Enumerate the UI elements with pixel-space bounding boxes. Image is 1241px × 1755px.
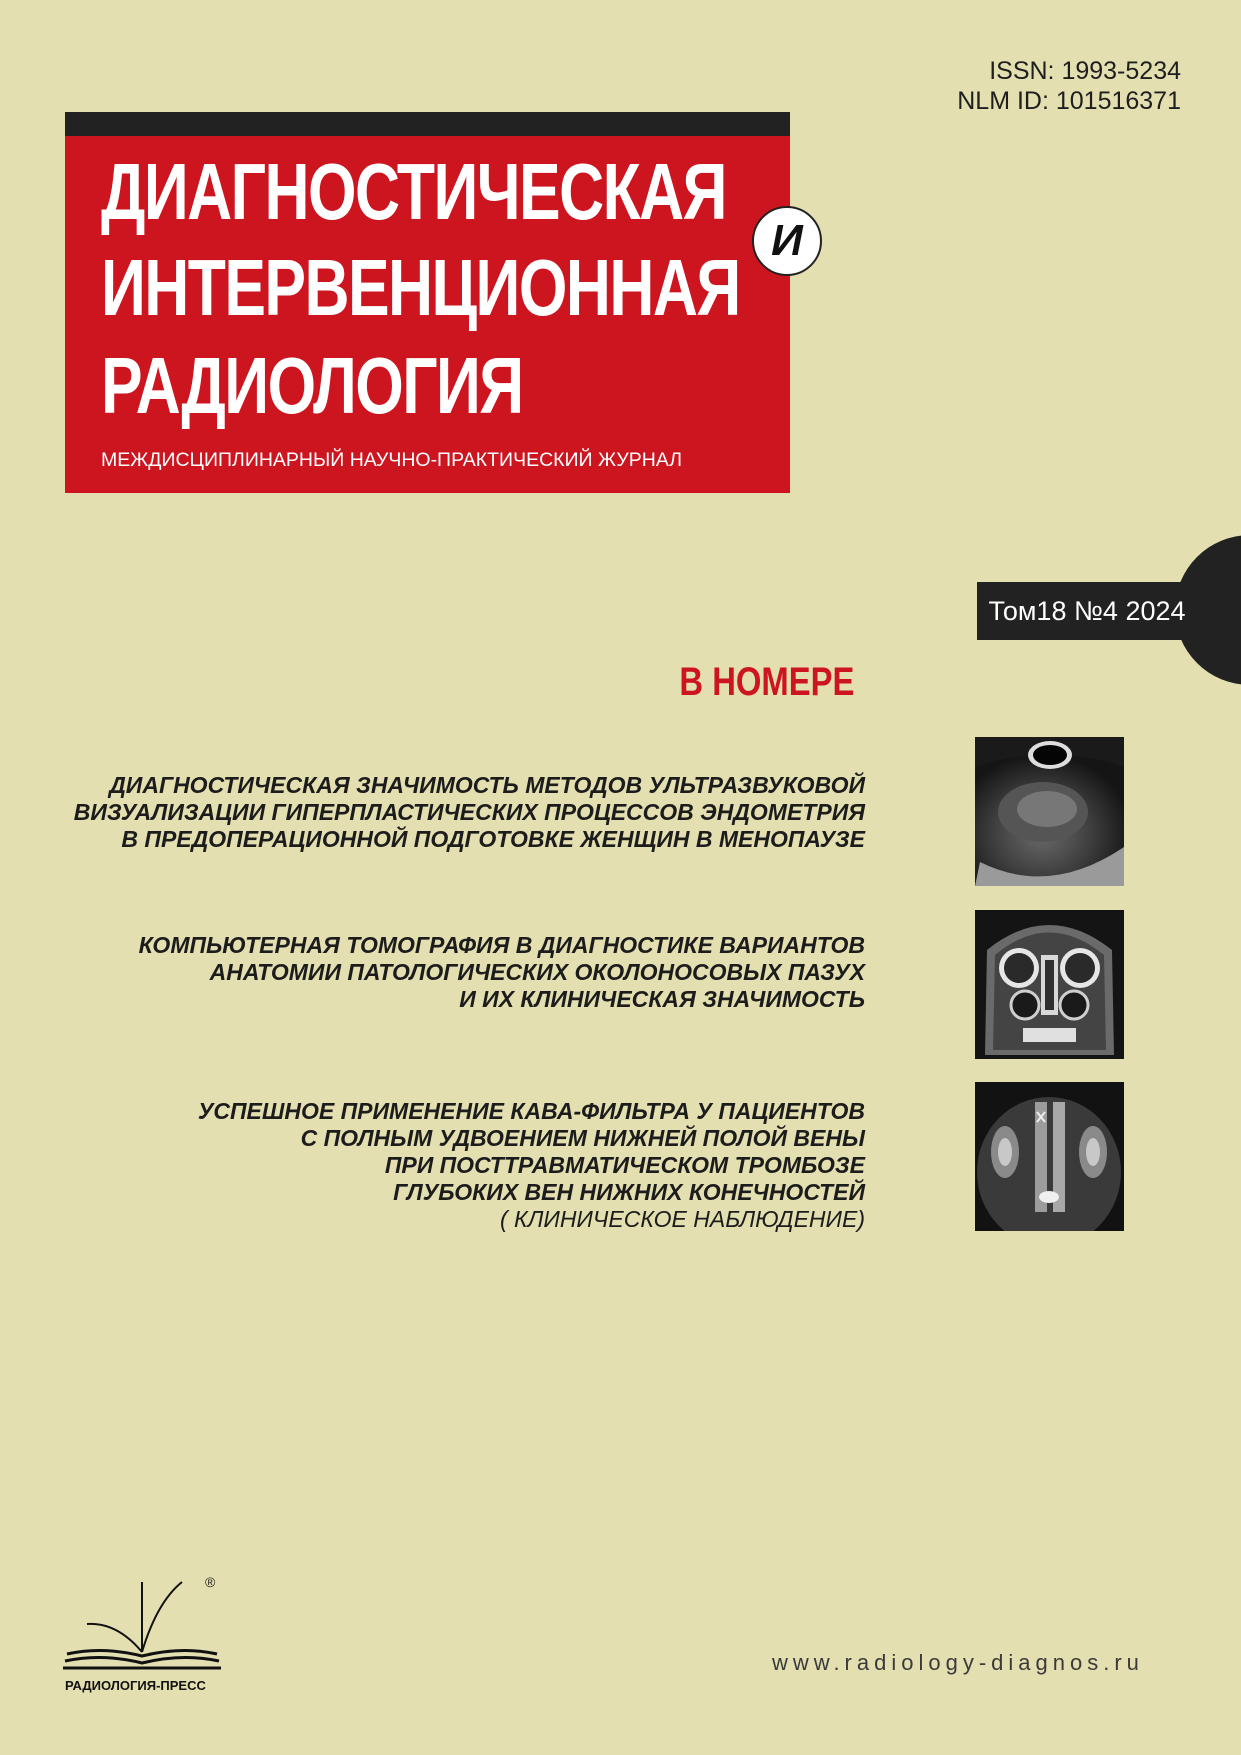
article-3-line: УСПЕШНОЕ ПРИМЕНЕНИЕ КАВА-ФИЛЬТРА У ПАЦИЕНТОВ xyxy=(197,1098,865,1124)
article-2-title[interactable] xyxy=(139,932,865,1013)
article-2-line: АНАТОМИИ ПАТОЛОГИЧЕСКИХ ОКОЛОНОСОВЫХ ПАЗУХ xyxy=(209,959,865,985)
ultrasound-thumbnail xyxy=(975,737,1124,886)
issue-label: Том18 №4 2024 xyxy=(977,582,1197,640)
nlm-id: NLM ID: 101516371 xyxy=(957,87,1181,115)
article-3-line: ПРИ ПОСТТРАВМАТИЧЕСКОМ ТРОМБОЗЕ xyxy=(384,1152,865,1178)
journal-subtitle: МЕЖДИСЦИПЛИНАРНЫЙ НАУЧНО-ПРАКТИЧЕСКИЙ ЖУРНАЛ xyxy=(101,449,683,471)
masthead-top-bar xyxy=(65,112,790,136)
article-3-line: ГЛУБОКИХ ВЕН НИЖНИХ КОНЕЧНОСТЕЙ xyxy=(393,1179,865,1205)
publisher-name: РАДИОЛОГИЯ-ПРЕСС xyxy=(65,1678,206,1693)
article-1-line: ДИАГНОСТИЧЕСКАЯ ЗНАЧИМОСТЬ МЕТОДОВ УЛЬТРАЗВУКОВОЙ xyxy=(109,772,865,798)
website-link[interactable]: www.radiology-diagnos.ru xyxy=(772,1650,1144,1675)
article-1-line: В ПРЕДОПЕРАЦИОННОЙ ПОДГОТОВКЕ ЖЕНЩИН В МЕНОПАУЗЕ xyxy=(121,826,865,852)
article-1-line: ВИЗУАЛИЗАЦИИ ГИПЕРПЛАСТИЧЕСКИХ ПРОЦЕССОВ ЭНДОМЕТРИЯ xyxy=(73,799,865,825)
article-1-title[interactable] xyxy=(74,772,865,853)
and-badge: И xyxy=(752,206,822,276)
masthead xyxy=(65,136,790,493)
journal-title-line-2: ИНТЕРВЕНЦИОННАЯ xyxy=(101,243,740,332)
contents-heading: В НОМЕРЕ xyxy=(679,660,854,704)
journal-title-line-1: ДИАГНОСТИЧЕСКАЯ xyxy=(101,147,726,236)
registered-mark: ® xyxy=(205,1574,216,1590)
ct-vena-cava-thumbnail xyxy=(975,1082,1124,1231)
article-2-line: И ИХ КЛИНИЧЕСКАЯ ЗНАЧИМОСТЬ xyxy=(459,986,865,1012)
ct-sinus-thumbnail xyxy=(975,910,1124,1059)
article-3-line: С ПОЛНЫМ УДВОЕНИЕМ НИЖНЕЙ ПОЛОЙ ВЕНЫ xyxy=(300,1125,865,1151)
journal-title-line-3: РАДИОЛОГИЯ xyxy=(101,341,523,430)
article-3-title[interactable] xyxy=(198,1098,865,1233)
article-3-note: ( КЛИНИЧЕСКОЕ НАБЛЮДЕНИЕ) xyxy=(500,1206,865,1232)
issn: ISSN: 1993-5234 xyxy=(989,57,1181,85)
article-2-line: КОМПЬЮТЕРНАЯ ТОМОГРАФИЯ В ДИАГНОСТИКЕ ВАРИАНТОВ xyxy=(138,932,865,958)
identifiers xyxy=(957,56,1181,116)
